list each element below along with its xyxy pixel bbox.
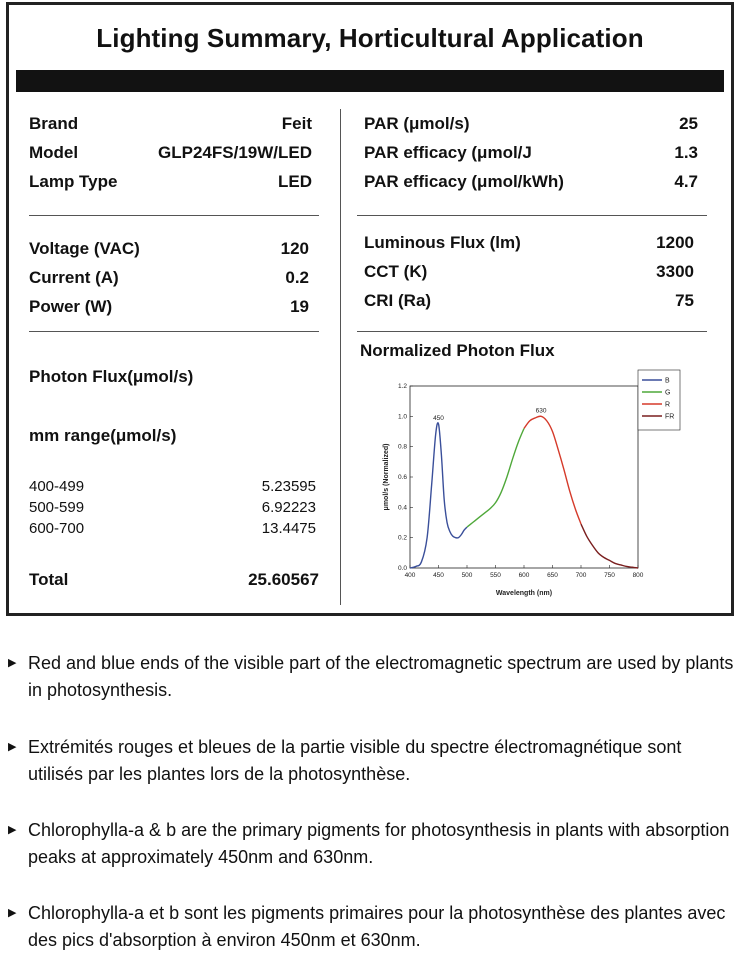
y-tick-label: 0.6 bbox=[397, 474, 407, 481]
x-tick-label: 600 bbox=[518, 572, 530, 579]
light-row bbox=[364, 291, 694, 311]
y-axis-label: μmol/s (Normalized) bbox=[383, 443, 390, 511]
total-label: Total bbox=[29, 570, 69, 589]
y-tick-label: 0.0 bbox=[397, 565, 407, 572]
x-tick-label: 450 bbox=[433, 572, 444, 579]
note-text: Chlorophylla-a & b are the primary pigments for photosynthesis in plants with absorption peaks at approximately 450nm and 630nm. bbox=[28, 820, 730, 867]
note-text: Extrémités rouges et bleues de la partie visible du spectre électromagnétique sont utilisés par les plantes lors de la photosynthèse. bbox=[28, 737, 682, 784]
chart-heading: Normalized Photon Flux bbox=[360, 341, 555, 360]
divider bbox=[29, 215, 319, 216]
par-label: PAR (μmol/s) bbox=[364, 114, 470, 133]
range-label: 600-700 bbox=[29, 520, 85, 537]
range-value: 5.23595 bbox=[261, 478, 316, 495]
x-tick-label: 550 bbox=[490, 572, 501, 579]
range-heading: mm range(μmol/s) bbox=[29, 426, 177, 445]
spec-row-lamp-type bbox=[29, 172, 312, 192]
x-axis-label: Wavelength (nm) bbox=[495, 590, 553, 597]
series-line-g bbox=[467, 428, 524, 527]
bullet-arrow-icon: ▶ bbox=[8, 657, 17, 669]
x-tick-label: 650 bbox=[547, 572, 558, 579]
par-label: PAR efficacy (μmol/kWh) bbox=[364, 172, 564, 191]
note-item bbox=[8, 734, 738, 788]
divider bbox=[357, 331, 707, 332]
y-tick-label: 0.2 bbox=[397, 534, 407, 542]
note-item bbox=[8, 900, 738, 954]
legend-label-b: B bbox=[665, 377, 670, 385]
electrical-label: Current (A) bbox=[29, 268, 119, 287]
electrical-value: 120 bbox=[280, 239, 309, 258]
range-label: 500-599 bbox=[29, 499, 85, 516]
par-value: 1.3 bbox=[674, 143, 698, 162]
peak-label: 630 bbox=[535, 407, 547, 415]
light-label: CCT (K) bbox=[364, 262, 428, 281]
note-text: Red and blue ends of the visible part of the electromagnetic spectrum are used by plants in photosynthesis. bbox=[28, 653, 734, 700]
series-line-b bbox=[410, 423, 467, 568]
y-tick-label: 1.0 bbox=[397, 413, 407, 421]
electrical-row-current bbox=[29, 268, 309, 288]
spec-row-brand bbox=[29, 114, 312, 134]
range-row bbox=[29, 499, 316, 516]
legend-box bbox=[638, 370, 680, 430]
note-item bbox=[8, 650, 738, 704]
y-tick-label: 1.2 bbox=[397, 383, 407, 390]
range-value: 6.92223 bbox=[261, 499, 316, 516]
photon-flux-chart bbox=[350, 368, 690, 604]
photon-flux-heading: Photon Flux(μmol/s) bbox=[29, 367, 194, 386]
range-row bbox=[29, 520, 316, 537]
range-label: 400-499 bbox=[29, 478, 85, 495]
series-line-fr bbox=[581, 524, 638, 568]
range-value: 13.4475 bbox=[261, 520, 316, 537]
title-bar bbox=[16, 70, 724, 92]
legend-label-g: G bbox=[665, 389, 671, 397]
plot-frame bbox=[410, 386, 638, 568]
light-label: Luminous Flux (lm) bbox=[364, 233, 521, 252]
bullet-arrow-icon: ▶ bbox=[8, 741, 17, 753]
peak-label: 450 bbox=[433, 414, 444, 422]
par-value: 25 bbox=[679, 114, 698, 133]
note-text: Chlorophylla-a et b sont les pigments primaires pour la photosynthèse des plantes avec des pics d'absorption à environ 450nm et 630nm. bbox=[28, 903, 726, 950]
par-row bbox=[364, 143, 698, 163]
electrical-value: 0.2 bbox=[285, 268, 309, 287]
par-label: PAR efficacy (μmol/J bbox=[364, 143, 532, 162]
light-row bbox=[364, 233, 694, 253]
par-row bbox=[364, 114, 698, 134]
total-value: 25.60567 bbox=[248, 570, 319, 589]
note-item bbox=[8, 817, 738, 871]
legend-label-fr: FR bbox=[665, 413, 675, 421]
light-row bbox=[364, 262, 694, 282]
spec-label: Lamp Type bbox=[29, 172, 118, 191]
light-value: 75 bbox=[675, 291, 694, 310]
total-row bbox=[29, 570, 319, 590]
spec-value: GLP24FS/19W/LED bbox=[158, 143, 312, 162]
electrical-label: Power (W) bbox=[29, 297, 113, 316]
y-tick-label: 0.8 bbox=[397, 443, 407, 451]
x-tick-label: 700 bbox=[575, 572, 587, 579]
x-tick-label: 400 bbox=[404, 572, 416, 579]
legend-label-r: R bbox=[665, 401, 671, 409]
x-tick-label: 500 bbox=[461, 572, 473, 579]
electrical-row-voltage bbox=[29, 239, 309, 259]
series-line-r bbox=[524, 416, 581, 524]
y-tick-label: 0.4 bbox=[397, 504, 407, 512]
page-title: Lighting Summary, Horticultural Application bbox=[96, 23, 644, 53]
range-row bbox=[29, 478, 316, 495]
bullet-arrow-icon: ▶ bbox=[8, 824, 17, 836]
spec-value: Feit bbox=[281, 114, 312, 133]
light-value: 3300 bbox=[656, 262, 694, 281]
divider bbox=[29, 331, 319, 332]
x-tick-label: 750 bbox=[604, 572, 615, 579]
column-divider bbox=[340, 109, 341, 605]
electrical-label: Voltage (VAC) bbox=[29, 239, 140, 258]
spec-label: Brand bbox=[29, 114, 79, 133]
spec-row-model bbox=[29, 143, 312, 163]
spec-value: LED bbox=[278, 172, 312, 191]
par-row bbox=[364, 172, 698, 192]
par-value: 4.7 bbox=[674, 172, 698, 191]
x-tick-label: 800 bbox=[632, 572, 644, 579]
bullet-arrow-icon: ▶ bbox=[8, 907, 17, 919]
divider bbox=[357, 215, 707, 216]
light-value: 1200 bbox=[656, 233, 694, 252]
light-label: CRI (Ra) bbox=[364, 291, 432, 310]
spec-label: Model bbox=[29, 143, 79, 162]
electrical-value: 19 bbox=[290, 297, 309, 316]
electrical-row-power bbox=[29, 297, 309, 317]
